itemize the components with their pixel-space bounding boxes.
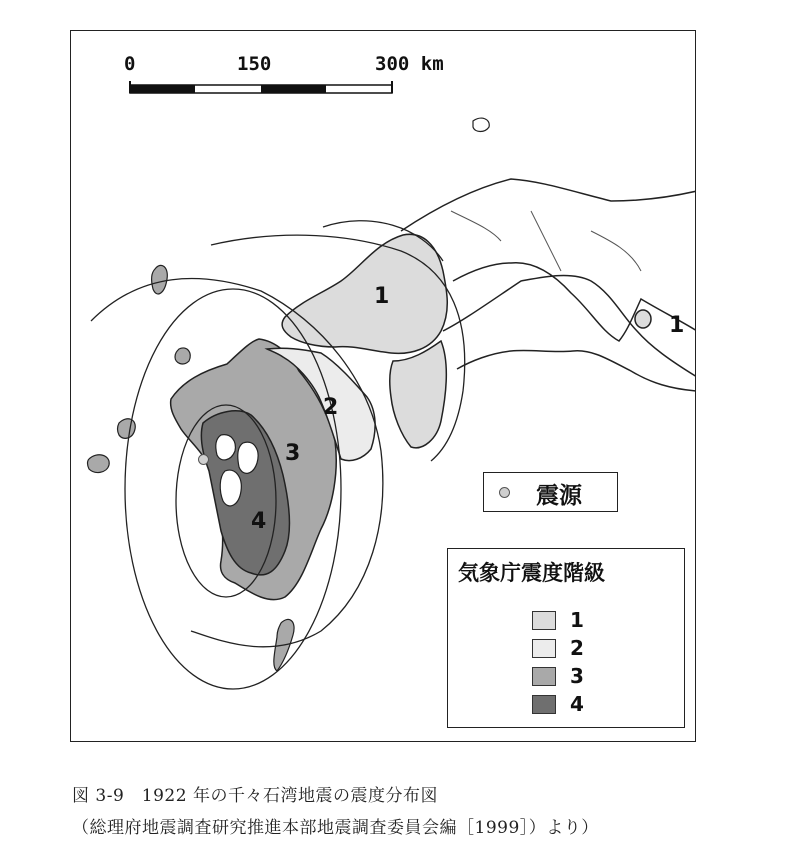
legend-label-3: 3 <box>570 664 584 688</box>
legend-swatch-4 <box>532 695 556 714</box>
bay-area <box>220 470 241 506</box>
prefecture-borders <box>451 211 641 271</box>
zone-label-1-east: 1 <box>669 313 685 338</box>
legend-label-1: 1 <box>570 608 584 632</box>
zone-label-4: 4 <box>251 509 267 534</box>
epicenter-icon <box>499 487 510 498</box>
bay-area <box>216 435 236 460</box>
legend-label-2: 2 <box>570 636 584 660</box>
scale-tick-0: 0 <box>124 53 136 75</box>
figure-caption-title: 図 3-9 1922 年の千々石湾地震の震度分布図 <box>72 786 438 806</box>
epicenter-legend-box <box>483 472 618 512</box>
figure-caption-source: （総理府地震調査研究推進本部地震調査委員会編［1999］）より） <box>72 818 599 838</box>
zone-label-2: 2 <box>323 395 339 420</box>
zone-label-1-west: 1 <box>374 284 390 309</box>
epicenter-label: 震源 <box>536 483 582 509</box>
legend-label-4: 4 <box>570 692 584 716</box>
legend-box <box>447 548 685 728</box>
scale-bar <box>130 81 392 93</box>
island-outline <box>473 118 489 131</box>
legend-title: 気象庁震度階級 <box>458 561 605 585</box>
epicenter-marker <box>198 454 209 465</box>
scale-tick-300: 300 km <box>375 53 444 75</box>
intensity-1-zone-east <box>635 310 651 328</box>
legend-swatch-2 <box>532 639 556 658</box>
scale-tick-150: 150 <box>237 53 272 75</box>
intensity-1-zone-west <box>282 234 447 353</box>
map-frame <box>70 30 696 742</box>
legend-swatch-1 <box>532 611 556 630</box>
legend-swatch-3 <box>532 667 556 686</box>
zone-label-3: 3 <box>285 441 301 466</box>
shikoku-outline <box>443 276 696 391</box>
intensity-1-zone-shikoku <box>390 341 447 448</box>
